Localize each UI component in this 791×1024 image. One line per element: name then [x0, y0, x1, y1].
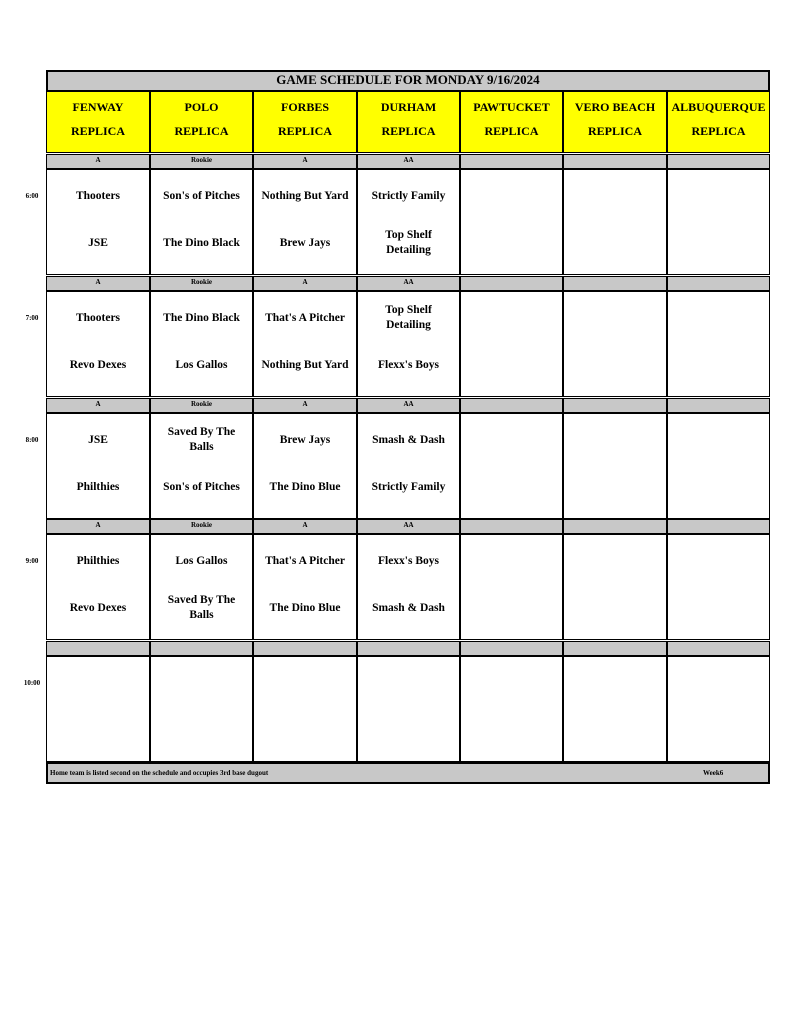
- game-cell: [460, 291, 563, 397]
- away-team: Top Shelf Detailing: [385, 304, 432, 331]
- division-label: AA: [357, 276, 460, 291]
- away-team: [564, 666, 666, 700]
- week-label: Week6: [703, 769, 724, 777]
- division-label: [357, 641, 460, 656]
- game-cell: [357, 534, 460, 640]
- game-cell: [357, 413, 460, 519]
- away-team: Strictly Family: [371, 189, 446, 202]
- division-label: [460, 154, 563, 169]
- division-label: [667, 641, 770, 656]
- home-team: Smash & Dash: [372, 601, 445, 614]
- game-cell: [253, 656, 357, 762]
- division-label: Rookie: [150, 398, 253, 413]
- away-team: [564, 301, 666, 335]
- division-label: [460, 276, 563, 291]
- division-label: [563, 519, 667, 534]
- away-team: [668, 179, 769, 213]
- away-team: Thooters: [75, 189, 121, 202]
- game-cell: [460, 413, 563, 519]
- away-team: [668, 666, 769, 700]
- home-team: [47, 713, 149, 747]
- game-cell: [46, 169, 150, 275]
- time-label: 10:00: [23, 679, 41, 687]
- division-label: A: [46, 154, 150, 169]
- game-cell: [357, 656, 460, 762]
- home-team: Revo Dexes: [69, 601, 127, 614]
- game-cell: [253, 534, 357, 640]
- field-header-pawtucket: [460, 91, 563, 153]
- field-name: FORBES: [280, 100, 329, 114]
- home-team: [668, 591, 769, 625]
- away-team: [151, 666, 252, 700]
- away-team: Thooters: [75, 311, 121, 324]
- time-label: 6:00: [25, 192, 39, 200]
- home-team: [564, 226, 666, 260]
- game-cell: [460, 534, 563, 640]
- division-label: Rookie: [150, 519, 253, 534]
- division-label: [667, 154, 770, 169]
- home-team: The Dino Black: [163, 236, 240, 249]
- time-label: 9:00: [25, 557, 39, 565]
- division-label: A: [253, 154, 357, 169]
- game-cell: [667, 413, 770, 519]
- home-team: JSE: [88, 236, 108, 249]
- game-cell: [667, 656, 770, 762]
- away-team: Brew Jays: [279, 433, 331, 446]
- away-team: [564, 423, 666, 457]
- division-label: [460, 641, 563, 656]
- game-cell: [253, 413, 357, 519]
- away-team: [668, 301, 769, 335]
- division-label: A: [253, 519, 357, 534]
- field-label: REPLICA: [381, 124, 436, 138]
- division-label: [150, 641, 253, 656]
- home-team: [254, 713, 356, 747]
- game-cell: [46, 534, 150, 640]
- field-label: REPLICA: [691, 124, 746, 138]
- game-cell: [150, 291, 253, 397]
- away-team: That's A Pitcher: [265, 311, 345, 324]
- game-cell: [460, 169, 563, 275]
- away-team: [461, 544, 562, 578]
- division-label: AA: [357, 154, 460, 169]
- field-header-albuquerque: [667, 91, 770, 153]
- division-label: [46, 641, 150, 656]
- division-label: Rookie: [150, 276, 253, 291]
- home-team: [668, 226, 769, 260]
- game-cell: [150, 534, 253, 640]
- division-label: [667, 398, 770, 413]
- field-label: REPLICA: [277, 124, 332, 138]
- home-team: [461, 470, 562, 504]
- home-team: [668, 348, 769, 382]
- game-cell: [667, 169, 770, 275]
- game-cell: [46, 291, 150, 397]
- division-label: [563, 276, 667, 291]
- away-team: [564, 179, 666, 213]
- field-header-polo: [150, 91, 253, 153]
- game-cell: [563, 656, 667, 762]
- field-name: ALBUQUERQUE: [671, 100, 766, 114]
- division-label: AA: [357, 398, 460, 413]
- game-cell: [253, 169, 357, 275]
- away-team: Smash & Dash: [372, 433, 445, 446]
- away-team: [47, 666, 149, 700]
- home-team: [564, 348, 666, 382]
- home-team: Flexx's Boys: [377, 358, 439, 371]
- game-cell: [667, 291, 770, 397]
- away-team: [461, 666, 562, 700]
- field-label: REPLICA: [70, 124, 125, 138]
- away-team: [358, 666, 459, 700]
- division-label: [460, 519, 563, 534]
- home-team: Son's of Pitches: [163, 480, 240, 493]
- game-cell: [150, 656, 253, 762]
- home-team: [564, 713, 666, 747]
- away-team: [254, 666, 356, 700]
- game-cell: [150, 169, 253, 275]
- home-team: [564, 470, 666, 504]
- time-label: 7:00: [25, 314, 39, 322]
- home-team: [461, 348, 562, 382]
- home-team: [461, 591, 562, 625]
- away-team: [668, 544, 769, 578]
- home-team: Strictly Family: [371, 480, 446, 493]
- home-team: Nothing But Yard: [261, 358, 349, 371]
- home-team: [151, 713, 252, 747]
- game-cell: [563, 413, 667, 519]
- schedule-title: GAME SCHEDULE FOR MONDAY 9/16/2024: [46, 70, 770, 92]
- game-cell: [357, 169, 460, 275]
- away-team: Nothing But Yard: [261, 189, 349, 202]
- home-team: Los Gallos: [175, 358, 228, 371]
- away-team: [461, 179, 562, 213]
- home-team: Top Shelf Detailing: [385, 229, 432, 256]
- game-cell: [460, 656, 563, 762]
- away-team: [461, 301, 562, 335]
- division-label: [563, 641, 667, 656]
- game-cell: [46, 656, 150, 762]
- division-label: A: [253, 276, 357, 291]
- field-header-forbes: [253, 91, 357, 153]
- game-cell: [563, 169, 667, 275]
- away-team: [564, 544, 666, 578]
- division-label: A: [46, 519, 150, 534]
- game-cell: [667, 534, 770, 640]
- division-label: A: [253, 398, 357, 413]
- game-cell: [253, 291, 357, 397]
- home-team: [358, 713, 459, 747]
- division-label: [563, 398, 667, 413]
- home-team: [564, 591, 666, 625]
- field-header-durham: [357, 91, 460, 153]
- time-label: 8:00: [25, 436, 39, 444]
- field-header-vero-beach: [563, 91, 667, 153]
- footer-note: Home team is listed second on the schedule and occupies 3rd base dugout: [50, 769, 269, 777]
- home-team: [461, 713, 562, 747]
- division-label: [563, 154, 667, 169]
- division-label: A: [46, 276, 150, 291]
- game-cell: [46, 413, 150, 519]
- home-team: The Dino Blue: [269, 480, 341, 493]
- home-team: [668, 713, 769, 747]
- division-label: [253, 641, 357, 656]
- division-label: Rookie: [150, 154, 253, 169]
- game-cell: [563, 291, 667, 397]
- away-team: Los Gallos: [175, 554, 228, 567]
- away-team: The Dino Black: [163, 311, 240, 324]
- field-label: REPLICA: [484, 124, 539, 138]
- field-label: REPLICA: [587, 124, 642, 138]
- home-team: The Dino Blue: [269, 601, 341, 614]
- away-team: [461, 423, 562, 457]
- home-team: [668, 470, 769, 504]
- home-team: [461, 226, 562, 260]
- away-team: That's A Pitcher: [265, 554, 345, 567]
- home-team: Brew Jays: [279, 236, 331, 249]
- game-cell: [357, 291, 460, 397]
- field-name: VERO BEACH: [574, 100, 656, 114]
- field-header-fenway: [46, 91, 150, 153]
- home-team: Philthies: [76, 480, 120, 493]
- away-team: Flexx's Boys: [377, 554, 439, 567]
- away-team: JSE: [88, 433, 108, 446]
- game-cell: [150, 413, 253, 519]
- field-name: FENWAY: [72, 100, 124, 114]
- field-name: DURHAM: [380, 100, 437, 114]
- home-team: Revo Dexes: [69, 358, 127, 371]
- away-team: Philthies: [76, 554, 120, 567]
- home-team: Saved By The Balls: [167, 594, 236, 621]
- away-team: Saved By The Balls: [167, 426, 236, 453]
- division-label: [667, 519, 770, 534]
- field-label: REPLICA: [174, 124, 229, 138]
- field-name: PAWTUCKET: [473, 100, 550, 114]
- schedule-footer: [46, 762, 770, 784]
- division-label: [460, 398, 563, 413]
- field-name: POLO: [184, 100, 219, 114]
- game-cell: [563, 534, 667, 640]
- away-team: Son's of Pitches: [163, 189, 240, 202]
- division-label: [667, 276, 770, 291]
- away-team: [668, 423, 769, 457]
- division-label: A: [46, 398, 150, 413]
- division-label: AA: [357, 519, 460, 534]
